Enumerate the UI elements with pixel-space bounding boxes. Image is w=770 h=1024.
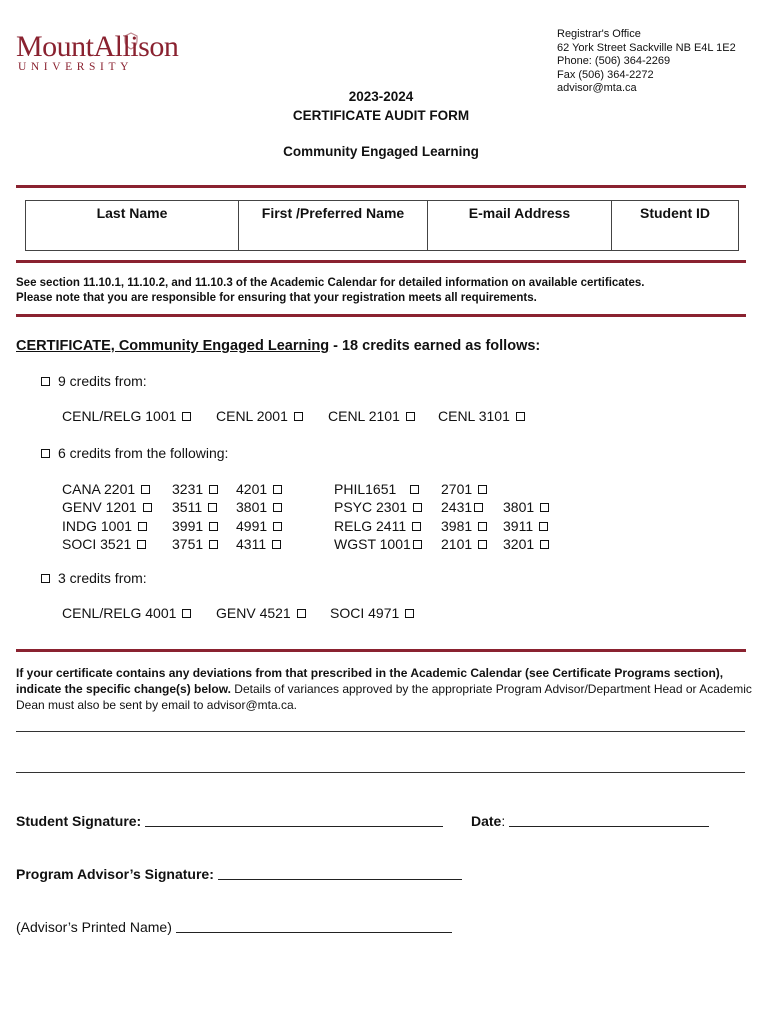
group2-label: 6 credits from the following: bbox=[41, 445, 228, 461]
advisor-signature-row bbox=[16, 866, 462, 882]
course-item: CENL/RELG 1001 bbox=[62, 408, 191, 424]
course-item: 3801 bbox=[236, 498, 282, 516]
course-item: 3751 bbox=[172, 535, 218, 553]
course-checkbox[interactable] bbox=[406, 412, 415, 421]
course-checkbox[interactable] bbox=[209, 540, 218, 549]
logo-wordmark: MountAllison bbox=[16, 30, 179, 63]
course-checkbox[interactable] bbox=[410, 485, 419, 494]
course-column bbox=[62, 480, 152, 553]
deviation-bold: If your certificate contains any deviations from that prescribed in the Academic Calendar (see Certificate Programs section), indicate the specific change(s) below. bbox=[16, 666, 724, 696]
group3-label: 3 credits from: bbox=[41, 570, 147, 586]
university-logo bbox=[16, 30, 206, 76]
crest-icon bbox=[122, 32, 140, 50]
email-header: E-mail Address bbox=[468, 205, 571, 221]
last-name-header: Last Name bbox=[96, 205, 168, 221]
divider-rule bbox=[16, 649, 746, 652]
student-id-header: Student ID bbox=[640, 205, 710, 221]
course-item: 4991 bbox=[236, 517, 282, 535]
course-checkbox[interactable] bbox=[209, 522, 218, 531]
course-checkbox[interactable] bbox=[273, 485, 282, 494]
course-item: WGST 1001 bbox=[334, 535, 422, 553]
course-checkbox[interactable] bbox=[209, 485, 218, 494]
course-column bbox=[236, 480, 282, 553]
form-title: CERTIFICATE AUDIT FORM bbox=[292, 108, 470, 123]
calendar-note bbox=[16, 276, 756, 306]
office-street: 62 York Street Sackville NB E4L 1E2 bbox=[557, 41, 736, 54]
course-item: 4311 bbox=[236, 535, 282, 553]
course-item: 3981 bbox=[441, 517, 487, 535]
course-checkbox[interactable] bbox=[413, 540, 422, 549]
course-checkbox[interactable] bbox=[208, 503, 217, 512]
divider-rule bbox=[16, 185, 746, 188]
course-checkbox[interactable] bbox=[182, 609, 191, 618]
student-info-table bbox=[25, 200, 739, 251]
course-item: 3511 bbox=[172, 498, 218, 516]
course-checkbox[interactable] bbox=[273, 503, 282, 512]
course-checkbox[interactable] bbox=[478, 485, 487, 494]
course-checkbox[interactable] bbox=[478, 540, 487, 549]
form-year: 2023-2024 bbox=[348, 89, 414, 104]
deviation-line-1[interactable] bbox=[16, 731, 745, 732]
course-checkbox[interactable] bbox=[273, 522, 282, 531]
course-item: GENV 1201 bbox=[62, 498, 152, 516]
course-checkbox[interactable] bbox=[478, 522, 487, 531]
course-item: GENV 4521 bbox=[216, 605, 306, 621]
course-checkbox[interactable] bbox=[516, 412, 525, 421]
first-name-header: First /Preferred Name bbox=[261, 205, 405, 221]
certificate-name: CERTIFICATE, Community Engaged Learning bbox=[16, 338, 330, 354]
divider-rule bbox=[16, 314, 746, 317]
course-checkbox[interactable] bbox=[412, 522, 421, 531]
registrar-address bbox=[557, 28, 736, 96]
course-checkbox[interactable] bbox=[405, 609, 414, 618]
course-column bbox=[334, 480, 422, 553]
course-checkbox[interactable] bbox=[137, 540, 146, 549]
course-item: 3911 bbox=[503, 517, 549, 535]
course-item: 3231 bbox=[172, 480, 218, 498]
course-item: 3801 bbox=[503, 498, 549, 516]
course-item: 4201 bbox=[236, 480, 282, 498]
course-checkbox[interactable] bbox=[539, 522, 548, 531]
first-name-field[interactable] bbox=[239, 201, 428, 251]
course-item: SOCI 4971 bbox=[330, 605, 414, 621]
note-line-1: See section 11.10.1, 11.10.2, and 11.10.3 of the Academic Calendar for detailed information on available certificates. bbox=[16, 277, 645, 289]
course-item: CENL/RELG 4001 bbox=[62, 605, 191, 621]
logo-subtitle: UNIVERSITY bbox=[18, 61, 133, 73]
course-column bbox=[172, 480, 218, 553]
course-item: CENL 2101 bbox=[328, 408, 415, 424]
deviation-instructions bbox=[16, 665, 754, 713]
group3-checkbox[interactable] bbox=[41, 574, 50, 583]
course-checkbox[interactable] bbox=[413, 503, 422, 512]
student-signature-row bbox=[16, 813, 443, 829]
course-checkbox[interactable] bbox=[143, 503, 152, 512]
course-item: 3991 bbox=[172, 517, 218, 535]
course-checkbox[interactable] bbox=[540, 503, 549, 512]
group1-checkbox[interactable] bbox=[41, 377, 50, 386]
course-item: CENL 2001 bbox=[216, 408, 303, 424]
advisor-printed-name-label: (Advisor’s Printed Name) bbox=[16, 919, 172, 935]
last-name-field[interactable] bbox=[26, 201, 239, 251]
deviation-normal: Details of variances approved by the appropriate Program Advisor/Department Head or Academic Dean must also be sent by email to advisor@mta.ca. bbox=[16, 682, 752, 712]
group1-label: 9 credits from: bbox=[41, 373, 147, 389]
advisor-printed-name-row bbox=[16, 919, 452, 935]
advisor-signature-field[interactable] bbox=[218, 868, 462, 880]
email-field[interactable] bbox=[428, 201, 612, 251]
office-email: advisor@mta.ca bbox=[557, 82, 637, 95]
course-checkbox[interactable] bbox=[294, 412, 303, 421]
course-column bbox=[441, 480, 487, 553]
office-fax: Fax (506) 364-2272 bbox=[557, 68, 654, 81]
course-item: PSYC 2301 bbox=[334, 498, 422, 516]
date-field[interactable] bbox=[509, 815, 709, 827]
course-checkbox[interactable] bbox=[272, 540, 281, 549]
course-checkbox[interactable] bbox=[182, 412, 191, 421]
office-name: Registrar's Office bbox=[557, 28, 641, 40]
student-signature-label: Student Signature: bbox=[16, 813, 142, 829]
course-item-empty bbox=[503, 480, 549, 498]
certificate-credits: - 18 credits earned as follows: bbox=[329, 338, 541, 354]
course-item: RELG 2411 bbox=[334, 517, 422, 535]
divider-rule bbox=[16, 260, 746, 263]
student-signature-field[interactable] bbox=[145, 815, 443, 827]
course-checkbox[interactable] bbox=[474, 503, 483, 512]
group2-checkbox[interactable] bbox=[41, 449, 50, 458]
course-item: 2101 bbox=[441, 535, 487, 553]
course-item: SOCI 3521 bbox=[62, 535, 152, 553]
date-row: Date: bbox=[471, 813, 709, 829]
deviation-line-2[interactable] bbox=[16, 772, 745, 773]
course-item: 2431 bbox=[441, 498, 487, 516]
note-line-2: Please note that you are responsible for ensuring that your registration meets all requirements. bbox=[16, 292, 537, 304]
date-label: Date bbox=[471, 813, 502, 829]
course-item: PHIL1651 bbox=[334, 480, 422, 498]
course-checkbox[interactable] bbox=[138, 522, 147, 531]
course-item: CANA 2201 bbox=[62, 480, 152, 498]
course-item: CENL 3101 bbox=[438, 408, 525, 424]
course-checkbox[interactable] bbox=[540, 540, 549, 549]
course-checkbox[interactable] bbox=[297, 609, 306, 618]
course-item: INDG 1001 bbox=[62, 517, 152, 535]
certificate-heading bbox=[16, 338, 540, 354]
office-phone: Phone: (506) 364-2269 bbox=[557, 55, 671, 68]
student-id-field[interactable] bbox=[612, 201, 739, 251]
course-item: 3201 bbox=[503, 535, 549, 553]
course-item: 2701 bbox=[441, 480, 487, 498]
course-column bbox=[503, 480, 549, 553]
advisor-signature-label: Program Advisor’s Signature: bbox=[16, 866, 214, 882]
form-subtitle: Community Engaged Learning bbox=[283, 144, 479, 159]
advisor-printed-name-field[interactable] bbox=[176, 921, 452, 933]
course-checkbox[interactable] bbox=[141, 485, 150, 494]
